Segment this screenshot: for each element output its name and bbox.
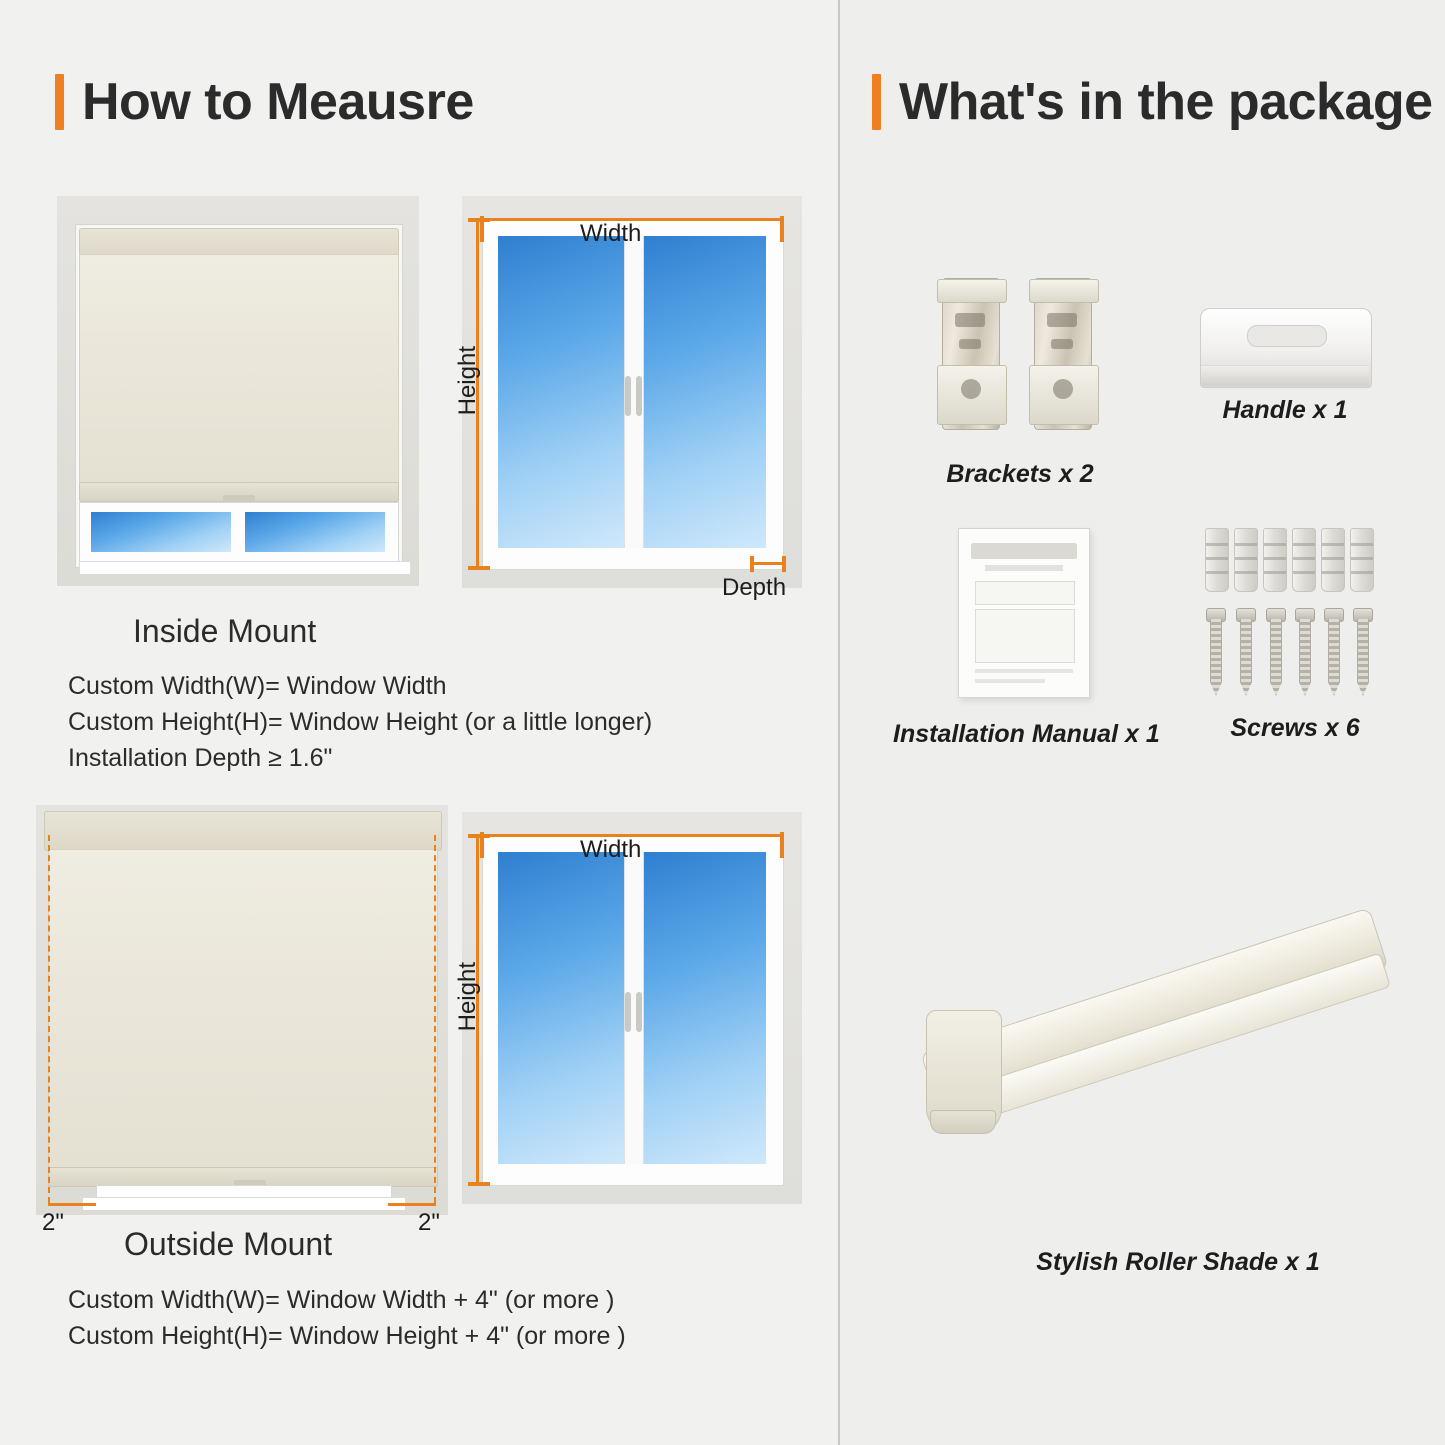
screw-4 (1295, 608, 1313, 696)
overhang-guide-right (434, 835, 436, 1203)
outside-mount-measure-diagram (454, 812, 802, 1204)
screw-2 (1236, 608, 1254, 696)
bracket-1 (942, 278, 1000, 430)
title-accent-bar-right (872, 74, 881, 130)
window-handle-left (625, 376, 631, 416)
manual-subtitle-block (985, 565, 1063, 571)
wall-anchor-5 (1321, 528, 1345, 592)
manual-figure-row (975, 581, 1075, 605)
height-tick-bottom (468, 1182, 490, 1186)
outside-mount-label: Outside Mount (124, 1226, 333, 1262)
shade-fabric (79, 254, 399, 484)
bracket-screw-hole (961, 379, 981, 399)
bracket-slot-b (1051, 339, 1073, 349)
bracket-top-plate (937, 279, 1007, 303)
package-title (872, 72, 1433, 132)
handle-grip-hole (1247, 325, 1327, 347)
overhang-measure-left (48, 1203, 96, 1206)
window-glass-left (498, 236, 624, 548)
screw-6 (1353, 608, 1371, 696)
window-glass-left (498, 852, 624, 1164)
screws-group (1205, 528, 1375, 698)
window-sill (79, 561, 411, 575)
overhang-guide-left (48, 835, 50, 1203)
inside-spec-width: Custom Width(W)= Window Width (68, 672, 447, 700)
wall-anchor-3 (1263, 528, 1287, 592)
brackets-label: Brackets x 2 (946, 460, 1094, 488)
window-glass-right (642, 852, 766, 1164)
screws-label: Screws x 6 (1230, 714, 1360, 742)
panel-divider (838, 0, 840, 1445)
bracket-2 (1034, 278, 1092, 430)
manual-text-line-1 (975, 669, 1073, 673)
how-to-measure-title-text: How to Meausre (82, 73, 474, 131)
brackets-group (938, 278, 1108, 438)
roller-shade-product (920, 860, 1440, 1240)
installation-manual (958, 528, 1090, 698)
bracket-slot-a (955, 313, 985, 327)
outside-spec-width: Custom Width(W)= Window Width + 4" (or more ) (68, 1286, 615, 1314)
wall-anchor-1 (1205, 528, 1229, 592)
width-label: Width (580, 220, 642, 247)
inside-mount-illustration (57, 196, 419, 586)
inside-spec-depth: Installation Depth ≥ 1.6" (68, 744, 333, 772)
window-sill (82, 1197, 406, 1211)
screw-1 (1206, 608, 1224, 696)
height-tick-top (468, 834, 490, 838)
depth-label: Depth (722, 574, 787, 601)
overhang-label-right: 2" (418, 1209, 440, 1236)
roller-shade-handle (930, 1110, 996, 1134)
inside-mount-label: Inside Mount (133, 613, 317, 649)
window-handle-left (625, 992, 631, 1032)
window-glass-right (245, 512, 385, 552)
height-tick-bottom (468, 566, 490, 570)
height-label: Height (454, 346, 481, 416)
bracket-screw-hole (1053, 379, 1073, 399)
outside-mount-illustration (36, 805, 448, 1236)
height-label: Height (454, 962, 481, 1032)
bracket-slot-a (1047, 313, 1077, 327)
handle-base (1201, 365, 1369, 386)
title-accent-bar (55, 74, 64, 130)
handle-part (1200, 308, 1372, 388)
screw-3 (1266, 608, 1284, 696)
overhang-measure-right (388, 1203, 436, 1206)
window-glass-right (642, 236, 766, 548)
depth-tick-left (750, 556, 754, 572)
package-title-text: What's in the package (899, 73, 1433, 131)
window-handle-right (636, 376, 642, 416)
inside-mount-measure-diagram (454, 196, 802, 601)
depth-measure-line (752, 562, 786, 565)
roller-shade-label: Stylish Roller Shade x 1 (1036, 1248, 1320, 1276)
depth-tick-right (782, 556, 786, 572)
window-glass-left (91, 512, 231, 552)
bracket-top-plate (1029, 279, 1099, 303)
shade-fabric (48, 849, 438, 1169)
shade-headrail (44, 811, 442, 851)
wall-anchor-2 (1234, 528, 1258, 592)
window-handle-right (636, 992, 642, 1032)
manual-text-line-2 (975, 679, 1045, 683)
manual-title-block (971, 543, 1077, 559)
overhang-label-left: 2" (42, 1209, 64, 1236)
outside-spec-height: Custom Height(H)= Window Height + 4" (or more ) (68, 1322, 626, 1350)
manual-figure-main (975, 609, 1075, 663)
bracket-slot-b (959, 339, 981, 349)
screw-5 (1324, 608, 1342, 696)
inside-spec-height: Custom Height(H)= Window Height (or a little longer) (68, 708, 653, 736)
how-to-measure-title (55, 72, 474, 132)
shade-headrail (79, 228, 399, 256)
height-tick-top (468, 218, 490, 222)
wall-anchor-6 (1350, 528, 1374, 592)
wall-anchor-4 (1292, 528, 1316, 592)
handle-label: Handle x 1 (1222, 396, 1348, 424)
manual-label: Installation Manual x 1 (893, 720, 1160, 748)
width-label: Width (580, 836, 642, 863)
